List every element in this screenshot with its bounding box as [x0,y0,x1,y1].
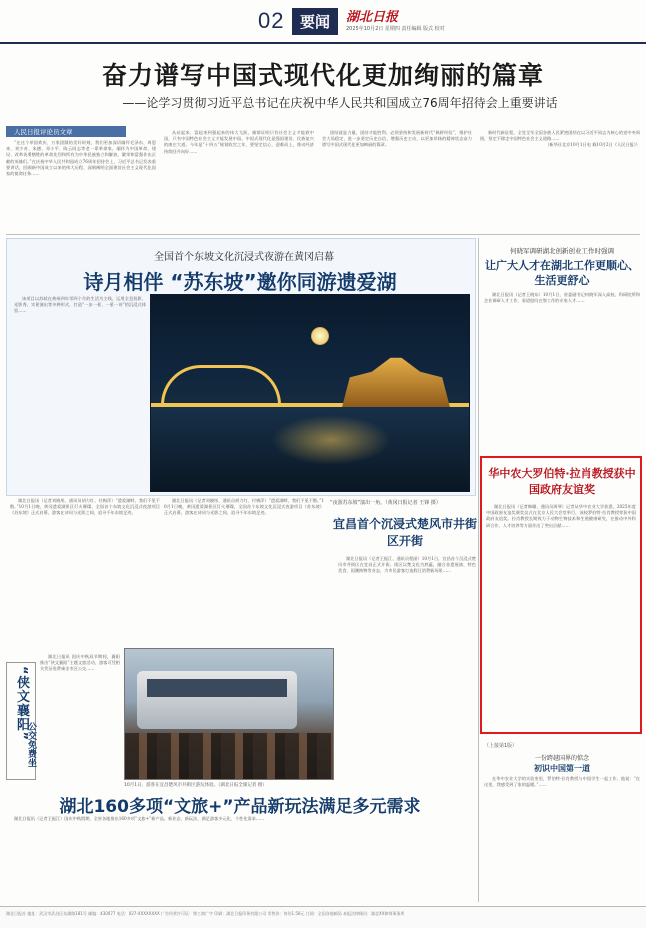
side-story-paragraph: 湖北日报讯（记者王振江、通讯员程丽）10月1日，宜昌首个沉浸式楚风市井街区在宜昌正式开街。街区以楚文化为底蕴，融合非遗展演、特色美食、国潮购物等业态，为市民游客打造假日消费新场景…… [338,556,476,574]
bus-window-shape [147,679,287,697]
feature-paragraph: 湖北日报讯（记者刘晓彤、通讯员胡力红、付梅萍）“遗爱湖畔，我们不见不散。”10月1日晚，黄冈遗爱湖景区灯火璀璨，全国首个东坡文化沉浸式夜游项目《苏东坡》正式启幕，游客在诗词与光影之间，追寻千年东坡足迹。 [164,498,324,516]
bottom-story-title[interactable]: 湖北160多项“文旅+”产品新玩法满足多元需求 [59,797,421,817]
feature-body-col-0 [14,296,146,492]
lead-body-col-3 [322,130,472,230]
lead-headline[interactable]: 奋力谱写中国式现代化更加绚丽的篇章 [101,61,544,90]
bus-photo [124,648,334,780]
pavilion-shape [341,355,451,411]
feature-paragraph: 该项目以苏轼在黄州四年零四个月的生活为主线，运用全息投影、光影秀、实景演出等多种形式，打造“一步一景、一景一诗”的沉浸式体验…… [14,296,146,314]
right-title-2[interactable]: 初识中国第一道 [534,764,590,773]
page-number: 02 [258,8,285,33]
lead-paragraph: 从站起来、富起来到强起来的伟大飞跃，雄辩证明只有社会主义才能救中国，只有中国特色社会主义才能发展中国。中国式现代化是强国建设、民族复兴的康庄大道。今年是“十四五”规划收官之年，要坚定信心、迎难而上，推动经济持续回升向好…… [164,130,314,154]
divider [478,238,479,902]
lead-paragraph: 团结就是力量，团结才能胜利。必须坚持和发展新时代“枫桥经验”，维护社会大局稳定，进一步坚定历史自信、增强历史主动，以更加昂扬的精神状态奋力谱写中国式现代化更加绚丽的篇章。 [322,130,472,148]
right-kicker-2: 一份跨越国界的惦念 [534,755,589,762]
column-tag [6,126,126,137]
vertical-story-paragraph: 湖北日报讯 国庆中秋双节期间，襄阳推出“侠文襄阳”主题文旅活动，游客可凭相关凭证免费乘坐市区公交…… [40,654,120,672]
highlight-paragraph: 湖北日报讯（记者韩璐、通讯员周琴）记者从华中农业大学获悉，2025年度中国政府友谊奖颁奖仪式在北京人民大会堂举行，该校罗伯特·拉肖教授荣获中国政府友谊奖。拉肖教授长期致力于动物生物技术和生殖健康研究，在推动中外科研合作、人才培养等方面作出了突出贡献…… [486,504,636,528]
page-footer [0,906,646,928]
feature-kicker: 全国首个东坡文化沉浸式夜游在黄冈启幕 [154,252,334,263]
vertical-story-subtitle: 公交免费坐 [26,722,36,767]
lead-body-col-4 [480,130,640,230]
moon-shape [311,327,329,345]
right-paragraph: 湖北日报讯（记者王晓东）10月1日，省委副书记何晓军深入高校、科研院所和企业调研人才工作，看望慰问在鄂工作的专家人才…… [484,292,640,304]
lead-paragraph: 新时代新征程，全党全军全国各族人民紧密团结在以习近平同志为核心的党中央周围，坚定不移走中国特色社会主义道路…… [480,130,640,142]
lead-subhead: ——论学习贯彻习近平总书记在庆祝中华人民共和国成立76周年招待会上重要讲话 [122,96,558,110]
continued-note: （上接第1版） [484,743,518,749]
highlight-body [486,504,636,728]
right-kicker: 何晓军调研湖北创新创业工作时强调 [510,247,614,255]
feature-body-col-1 [10,498,160,648]
lead-signature: （新华社北京10月1日电 载10月2日《人民日报》） [545,142,640,148]
feature-title[interactable]: 诗月相伴 “苏东坡”邀你同游遗爱湖 [83,270,397,294]
vertical-story-body [40,654,120,782]
paper-logo: 湖北日报 [346,10,399,25]
right-body [484,292,640,452]
right-body-2 [484,776,640,902]
reflection-glow [271,415,391,465]
feature-body-col-2 [164,498,324,646]
bridge-arch-shape [161,365,281,405]
side-story-title[interactable]: 宜昌首个沉浸式楚风市井街区开街 [332,517,477,548]
highlight-title[interactable]: 华中农大罗伯特·拉肖教授获中国政府友谊奖 [488,467,636,496]
right-paragraph-2: 在华中农业大学的实验室里，罗伯特·拉肖教授与中国学生一起工作，他说：“在这里，我感受到了家的温暖。”…… [484,776,640,788]
lead-paragraph: “在这个举国欢庆、万家团圆的美好时刻，我们更加深切缅怀毛泽东、周恩来、刘少奇、朱德、邓小平、陈云同志等老一辈革命家，缅怀为中国革命、建设、改革英勇牺牲的革命先烈和所有为中华民族独立和解放、繁荣和富强作出贡献的英雄们。”在庆祝中华人民共和国成立76周年招待会上，习近平总书记发表重要讲话，回顾新中国成立以来的伟大历程，深刻阐明全面建设社会主义现代化国家的使命任务…… [6,140,156,177]
bus-photo-caption: 10月1日，游客在宜昌楚风市井街区游玩体验。（湖北日报全媒记者 摄） [124,783,267,788]
column-tag-label: 人民日报评论员文章 [14,128,73,136]
lead-body-col-2 [164,130,314,230]
feature-photo-caption: “夜游苏东坡”演出一角。（黄冈日报记者 王锋 摄） [330,500,441,506]
side-story-body [338,556,476,782]
right-title[interactable]: 让广大人才在湖北工作更顺心、生活更舒心 [485,259,639,287]
bottom-story-body [6,816,476,902]
feature-paragraph: 湖北日报讯（记者刘晓彤、通讯员胡力红、付梅萍）“遗爱湖畔，我们不见不散。”10月1日晚，黄冈遗爱湖景区灯火璀璨，全国首个东坡文化沉浸式夜游项目《苏东坡》正式启幕，游客在诗词与光影之间，追寻千年东坡足迹。 [10,498,160,516]
crowd-shape [125,733,334,780]
masthead-meta: 2025年10月2日 星期四 责任编辑 版式 校对 [346,26,445,32]
divider [6,234,640,235]
masthead [0,0,646,44]
lead-body-col-1 [6,140,156,230]
feature-photo [150,294,470,492]
bottom-story-paragraph: 湖北日报讯（记者王振江）国庆中秋假期，全省各地推出160多项“文旅+”新产品、新业态、新玩法，满足游客多元化、个性化需求…… [14,816,265,821]
footer-text: 湖北日报社 地址：武汉市武昌区东湖路181号 邮编：430077 电话：027-XXXXXXXX 广告经营许可证：鄂工商广字 印刷：湖北日报印务有限公司 零售价：每份1.50元 订阅：全国各地邮局 本报法律顾问：湖北XX律师事务所 [6,911,405,916]
section-label: 要闻 [292,8,338,35]
vertical-story-title[interactable]: “侠文襄阳” [14,666,29,742]
